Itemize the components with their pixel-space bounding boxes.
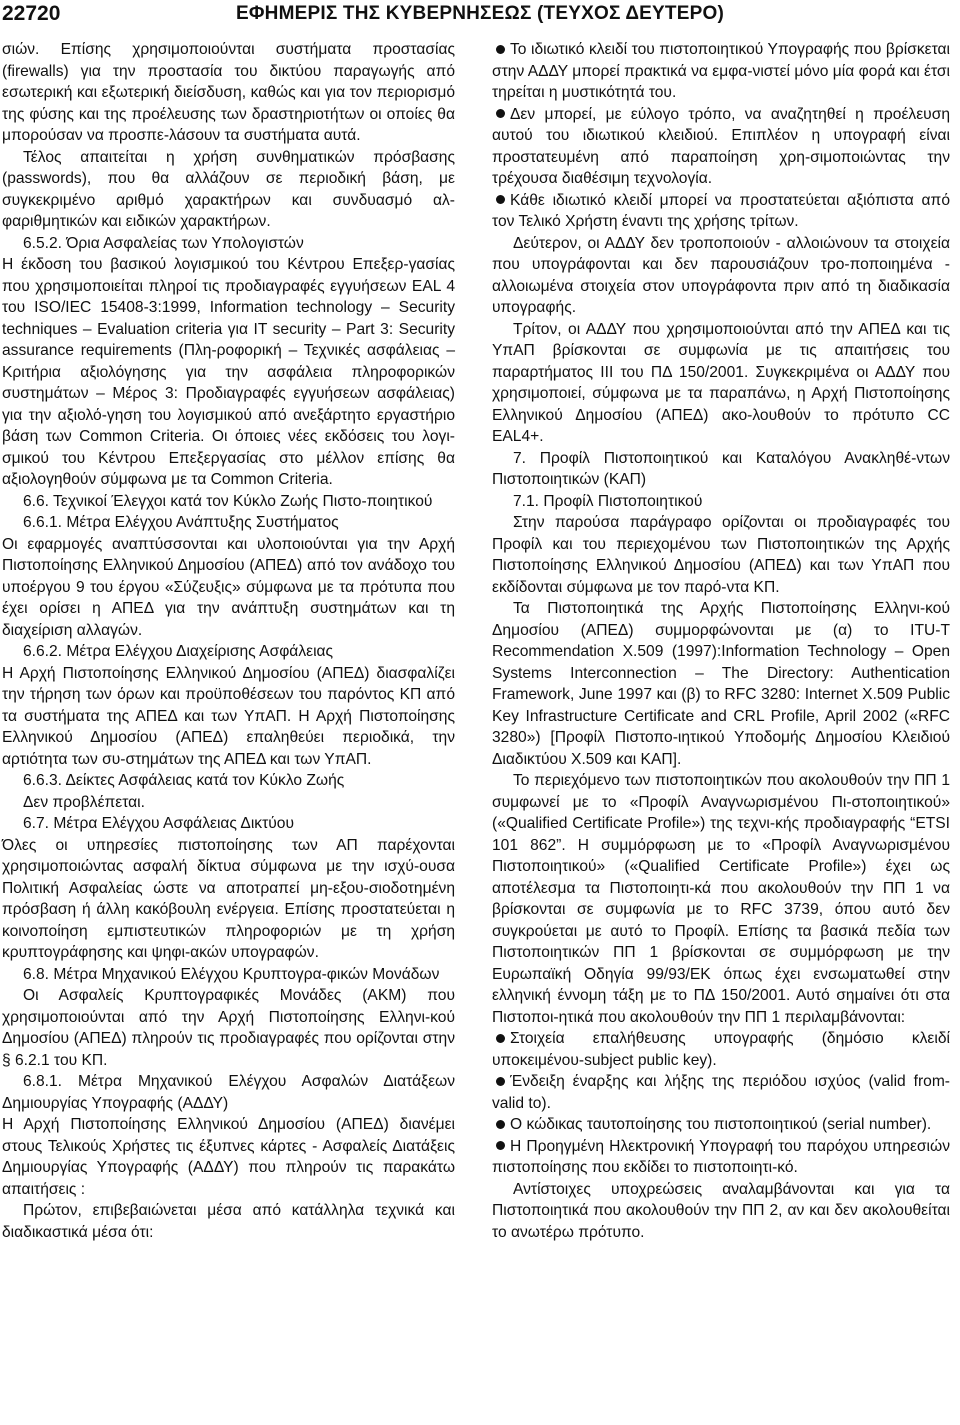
section-heading: 6.6.2. Μέτρα Ελέγχου Διαχείρισης Ασφάλειας <box>23 643 334 660</box>
gazette-title: ΕΦΗΜΕΡΙΣ ΤΗΣ ΚΥΒΕΡΝΗΣΕΩΣ (ΤΕΥΧΟΣ ΔΕΥΤΕΡΟ) <box>236 3 724 24</box>
bullet-text: Στοιχεία επαλήθευσης υπογραφής (δημόσιο κλειδί υποκειμένου-subject public key). <box>492 1030 950 1069</box>
bullet-icon <box>496 1077 505 1086</box>
paragraph: Στην παρούσα παράγραφο ορίζονται οι προδιαγραφές του Προφίλ και του περιεχομένου των Πιστοποιητικών της Αρχής Πιστοποίησης Ελληνικού Δημοσίου (ΑΠΕΔ) και των ΥπΑΠ που εκδίδονται σύμφωνα με τον παρό-ντα ΚΠ. <box>492 514 950 596</box>
paragraph: Το περιεχόμενο των πιστοποιητικών που ακολουθούν την ΠΠ 1 συμφωνεί με το «Προφίλ Αναγνωρισμένου Πι-στοποιητικού» («Qualified Certificate Profile») της τεχνι-κής προδιαγραφής “ETSI 101 862”. Η συμμόρφωση με το «Προφίλ Αναγνωρισμένου Πιστοποιητικού» («Qualified Certificate Profile») έχει ως αποτέλεσμα τα Πιστοποιητι-κά που ακολουθούν την ΠΠ 1 να βρίσκονται σε συμφωνία με το RFC 3739, όπου αυτό δεν συγκρούεται με αυτό το Προφίλ. Επίσης τα βασικά πεδία των Πιστοποιητικών ΠΠ 1 βρίσκονται σε συμμόρφωση με την Ευρωπαϊκή Οδηγία 99/93/ΕΚ όπως έχει ενσωματωθεί στην ελληνική έννομη τάξη με το ΠΔ 150/2001. Αυτό σημαίνει ότι στα Πιστοποι-ητικά που ακολουθούν την ΠΠ 1 περιλαμβάνονται: <box>492 772 950 1026</box>
bullet-item <box>492 1028 950 1071</box>
section-heading: 6.5.2. Όρια Ασφαλείας των Υπολογιστών <box>23 234 304 252</box>
paragraph: Όλες οι υπηρεσίες πιστοποίησης των ΑΠ παρέχονται χρησιμοποιώντας ασφαλή δίκτυα σύμφωνα με την ισχύ-ουσα Πολιτική Ασφαλείας ώστε να αποτραπεί μη-εξου-σιοδοτημένη πρόσβαση ή άλλη κακόβουλη ενέργεια. Επίσης προστατεύεται η κοινοποίηση εμπιστευτικών πληροφοριών με τη χρήση κρυπτογράφησης και ψηφι-ακών υπογραφών. <box>2 836 455 961</box>
section-heading: 6.6.3. Δείκτες Ασφάλειας κατά τον Κύκλο Ζωής <box>23 772 345 789</box>
paragraph: Τέλος απαιτείται η χρήση συνθηματικών πρόσβασης (passwords), που θα αλλάζουν σε περιοδική βάση, με συγκεκριμένο αριθμό χαρακτήρων και συνδυασμό αλ-φαριθμητικών και ειδικών χαρακτήρων. <box>2 148 455 230</box>
bullet-item <box>492 104 950 190</box>
paragraph: σιών. Επίσης χρησιμοποιούνται συστήματα προστασίας (firewalls) για την προστασία του δικτύου παραγωγής από εσωτερική και εξωτερική διείσδυση, καθώς και για τον περιορισμό της φύσης και της προέλευσης των δραστηριοτήτων οι οποίες θα μπορούσαν να προσπε-λάσουν τα συστήματα αυτά. <box>2 41 455 144</box>
paragraph: Αντίστοιχες υποχρεώσεις αναλαμβάνονται και για τα Πιστοποιητικά που ακολουθούν την ΠΠ 2, αν και δεν ακολουθείται το ανωτέρω πρότυπο. <box>492 1180 950 1241</box>
bullet-text: Ένδειξη έναρξης και λήξης της περιόδου ισχύος (valid from-valid to). <box>492 1073 950 1112</box>
bullet-text: Το ιδιωτικό κλειδί του πιστοποιητικού Υπογραφής που βρίσκεται στην ΑΔΔΥ μπορεί πρακτικά να εμφα-νιστεί μόνο μία φορά και έτσι τηρείται η μυστικότητά του. <box>492 41 950 101</box>
paragraph: Η έκδοση του βασικού λογισμικού του Κέντρου Επεξερ-γασίας που χρησιμοποιείται πληροί τις προδιαγραφές εγγυήσεων EAL 4 του ISO/IEC 15408-3:1999, Information technology – Security techniques – Evaluation criteria για IT security – Part 3: Security assurance requirements (Πλη-ροφορική – Τεχνικές ασφάλειας – Κριτήρια αξιολόγησης για την ασφάλεια πληροφορικών συστημάτων – Μέρος 3: Προδιαγραφές εγγυήσεων ασφάλειας) για την αξιολό-γηση του λογισμικού από ανεξάρτητο εργαστήριο βάση των Common Criteria. Οι όποιες νέες εκδόσεις του λογι-σμικού του Κέντρου Επεξεργασίας στο μέλλον επίσης θα αξιολογηθούν σύμφωνα με τα Common Criteria. <box>2 256 455 488</box>
page-header <box>0 0 960 34</box>
paragraph: Οι εφαρμογές αναπτύσσονται και υλοποιούνται για την Αρχή Πιστοποίησης Ελληνικού Δημοσίου (ΑΠΕΔ) από τον ανάδοχο του υποέργου 9 του έργου «Σύζευξις» σύμφωνα με τα πρότυπα που έχει ορίσει η ΑΠΕΔ για την ανάπτυξη συστημάτων και τη διαχείριση αλλαγών. <box>2 535 455 639</box>
bullet-text: Δεν μπορεί, με εύλογο τρόπο, να αναζητηθεί η προέλευση αυτού του ιδιωτικού κλειδιού. Επιπλέον η υπογραφή είναι προστατευμένη από παραποίηση χρη-σιμοποιώντας την τρέχουσα διαθέσιμη τεχνολογία. <box>492 105 950 187</box>
bullet-icon <box>496 1141 505 1150</box>
bullet-item <box>492 1136 950 1179</box>
bullet-icon <box>496 1120 505 1129</box>
section-heading: 6.7. Μέτρα Ελέγχου Ασφάλειας Δικτύου <box>23 815 294 832</box>
section-heading: 6.6.1. Μέτρα Ελέγχου Ανάπτυξης Συστήματος <box>23 514 339 531</box>
bullet-item <box>492 1071 950 1114</box>
left-column <box>2 39 455 1243</box>
bullet-item <box>492 190 950 233</box>
bullet-text: Κάθε ιδιωτικό κλειδί μπορεί να προστατεύεται αξιόπιστα από τον Τελικό Χρήστη έναντι της χρήσης τρίτων. <box>492 191 950 230</box>
section-heading: 6.8. Μέτρα Μηχανικού Ελέγχου Κρυπτογρα-φικών Μονάδων <box>23 965 440 983</box>
section-heading: 6.6. Τεχνικοί Έλεγχοι κατά τον Κύκλο Ζωής Πιστο-ποιητικού <box>23 492 433 510</box>
paragraph: Δεν προβλέπεται. <box>23 793 145 811</box>
paragraph: Τα Πιστοποιητικά της Αρχής Πιστοποίησης Ελληνι-κού Δημοσίου (ΑΠΕΔ) συμμορφώνονται με (α) το ITU-T Recommendation X.509 (1997):Information Technology – Open Systems Interconnection – The Directory: Authentication Framework, June 1997 και (β) το RFC 3280: Internet X.509 Public Key Infrastructure Certificate and CRL Profile, April 2002 («RFC 3280») [Προφίλ Πιστοπο-ιητικού Υποδομής Δημοσίου Κλειδιού Διαδικτύου Χ.509 και ΚΑΠ]. <box>492 600 950 768</box>
section-heading: 6.8.1. Μέτρα Μηχανικού Ελέγχου Ασφαλών Διατάξεων Δημιουργίας Υπογραφής (ΑΔΔΥ) <box>2 1073 455 1112</box>
paragraph: Τρίτον, οι ΑΔΔΥ που χρησιμοποιούνται από την ΑΠΕΔ και τις ΥπΑΠ βρίσκονται σε συμφωνία με τις απαιτήσεις του παραρτήματος ΙΙΙ του ΠΔ 150/2001. Συγκεκριμένα οι ΑΔΔΥ που χρησιμοποιεί, σύμφωνα με τα παραπάνω, η Αρχή Πιστοποίησης Ελληνικού Δημοσίου (ΑΠΕΔ) ακο-λουθούν το πρότυπο CC EAL4+. <box>492 320 950 445</box>
bullet-icon <box>496 45 505 54</box>
paragraph: Πρώτον, επιβεβαιώνεται μέσα από κατάλληλα τεχνικά και διαδικαστικά μέσα ότι: <box>2 1202 455 1241</box>
bullet-icon <box>496 109 505 118</box>
page-number: 22720 <box>2 2 61 25</box>
section-heading: 7. Προφίλ Πιστοποιητικού και Καταλόγου Ανακληθέ-ντων Πιστοποιητικών (ΚΑΠ) <box>492 449 950 488</box>
paragraph: Οι Ασφαλείς Κρυπτογραφικές Μονάδες (ΑΚΜ) που χρησιμοποιούνται από την Αρχή Πιστοποίησης Ελληνι-κού Δημοσίου (ΑΠΕΔ) πληρούν τις προδιαγραφές που ορίζονται στην § 6.2.1 του ΚΠ. <box>2 987 455 1069</box>
bullet-icon <box>496 195 505 204</box>
bullet-item <box>492 39 950 104</box>
bullet-text: Η Προηγμένη Ηλεκτρονική Υπογραφή του παρόχου υπηρεσιών πιστοποίησης που εκδίδει το πιστοποιητι-κό. <box>492 1137 950 1176</box>
section-heading: 7.1. Προφίλ Πιστοποιητικού <box>513 492 703 510</box>
bullet-item <box>492 1114 950 1136</box>
paragraph: Η Αρχή Πιστοποίησης Ελληνικού Δημοσίου (ΑΠΕΔ) διασφαλίζει την τήρηση των όρων και προϋποθέσεων του παρόντος ΚΠ από τα συστήματα της ΑΠΕΔ και των ΥπΑΠ. Η Αρχή Πιστοποίησης Ελληνικού Δημοσίου (ΑΠΕΔ) επαληθεύει περιοδικά, την αρτιότητα των συ-στημάτων της ΑΠΕΔ και των ΥπΑΠ. <box>2 664 455 768</box>
right-column <box>492 39 950 1243</box>
paragraph: Δεύτερον, οι ΑΔΔΥ δεν τροποποιούν - αλλοιώνουν τα στοιχεία που υπογράφονται και δεν παρουσιάζουν τρο-ποποιημένα - αλλοιωμένα στοιχεία στον υπογράφοντα πριν από τη διαδικασία υπογραφής. <box>492 234 950 316</box>
bullet-text: Ο κώδικας ταυτοποίησης του πιστοποιητικού (serial number). <box>510 1116 932 1133</box>
bullet-icon <box>496 1034 505 1043</box>
paragraph: Η Αρχή Πιστοποίησης Ελληνικού Δημοσίου (ΑΠΕΔ) διανέμει στους Τελικούς Χρήστες τις έξυπνες κάρτες - Ασφαλείς Διατάξεις Δημιουργίας Υπογραφής (ΑΔΔΥ) που πληρούν τις παρακάτω απαιτήσεις : <box>2 1116 455 1198</box>
